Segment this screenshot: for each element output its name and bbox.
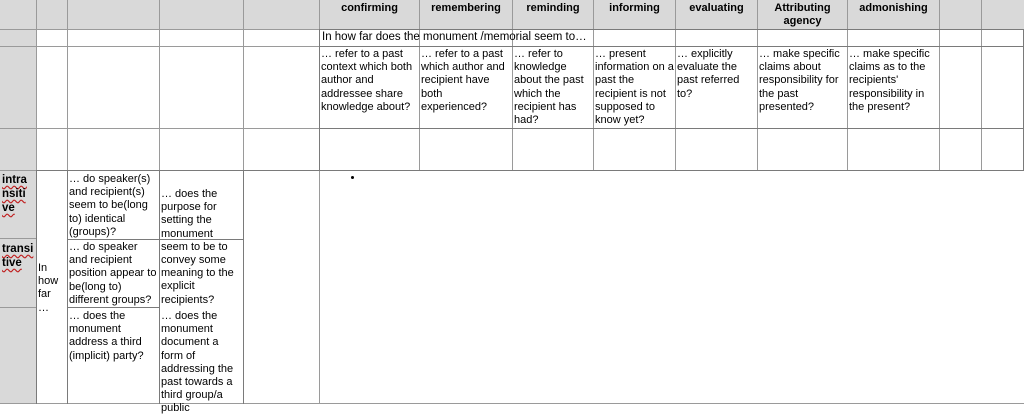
header-confirming: confirming <box>341 2 398 14</box>
left-question-third-party: … does the monument address a third (implicit) party? <box>69 310 144 362</box>
cell-confirming: … refer to a past context which both author and addressee share knowledge about? <box>321 48 413 113</box>
table-border <box>319 128 1024 129</box>
header-attributing-agency: Attributing agency <box>774 2 831 27</box>
cell-admonishing: … make specific claims as to the recipients' responsibility in the present? <box>849 48 930 113</box>
header-remembering: remembering <box>431 2 501 14</box>
bullet-point <box>351 176 354 179</box>
grid-line <box>0 307 36 308</box>
table-border <box>67 170 68 404</box>
purpose-question-explicit: … does the purpose for setting the monument seem to be to convey some meaning to the explicit recipients? <box>161 188 234 306</box>
cell-attributing-agency: … make specific claims about responsibility for the past presented? <box>759 48 840 113</box>
header-reminding: reminding <box>526 2 580 14</box>
header-admonishing: admonishing <box>859 2 928 14</box>
header-informing: informing <box>609 2 660 14</box>
grid-line <box>0 238 36 239</box>
left-question-identical: … do speaker(s) and recipient(s) seem to be(long to) identical (groups)? <box>69 173 151 238</box>
cell-evaluating: … explicitly evaluate the past referred to? <box>677 48 740 100</box>
table-border <box>319 29 320 171</box>
table-border <box>67 307 159 308</box>
table-border <box>36 170 37 404</box>
question-row-text: In how far does the monument /memorial seem to… <box>322 31 587 43</box>
in-how-far-label: In how far … <box>38 262 59 314</box>
grid-line <box>939 0 940 170</box>
cell-informing: … present information on a past the recipient is not supposed to know yet? <box>595 48 674 127</box>
cell-remembering: … refer to a past which author and recipient have both experienced? <box>421 48 505 113</box>
label-intransitive: intransitive <box>2 174 27 214</box>
cell-reminding: … refer to knowledge about the past which the recipient has had? <box>514 48 584 127</box>
table-border <box>319 29 1024 30</box>
table-border <box>319 46 1024 47</box>
table-border <box>243 170 244 404</box>
table-border <box>159 170 160 404</box>
purpose-question-public: … does the monument document a form of addressing the past towards a third group/a public <box>161 310 234 415</box>
left-question-different: … do speaker and recipient position appear to be(long to) different groups? <box>69 241 157 306</box>
label-transitive: transitive <box>2 243 34 269</box>
grid-line <box>981 0 982 170</box>
header-evaluating: evaluating <box>689 2 744 14</box>
table-border <box>36 170 1024 171</box>
